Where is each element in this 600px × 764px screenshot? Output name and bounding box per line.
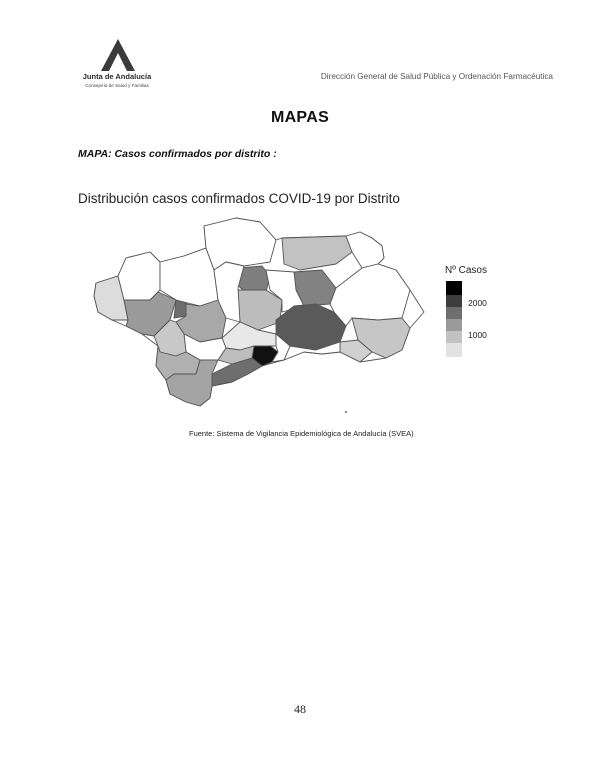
map-dot [345, 411, 347, 413]
directorate-header: Dirección General de Salud Pública y Ordenación Farmacéutica [320, 72, 553, 81]
page-number: 48 [294, 702, 306, 716]
figure-source: Fuente: Sistema de Vigilancia Epidemiológica de Andalucía (SVEA) [189, 429, 414, 438]
map-title: Distribución casos confirmados COVID-19 por Distrito [78, 191, 400, 206]
section-label: MAPA: Casos confirmados por distrito : [78, 148, 277, 160]
logo-name: Junta de Andalucía [82, 72, 152, 81]
legend-tick-1000: 1000 [468, 330, 487, 340]
legend-color-bar [446, 281, 462, 357]
legend-title: Nº Casos [445, 265, 487, 276]
district-cordoba-norte [204, 218, 276, 270]
logo-subtitle: Consejería de Salud y Familias [85, 83, 149, 88]
page-title: MAPAS [270, 109, 330, 126]
district-huelva-sierra [118, 252, 160, 300]
legend-tick-2000: 2000 [468, 298, 487, 308]
